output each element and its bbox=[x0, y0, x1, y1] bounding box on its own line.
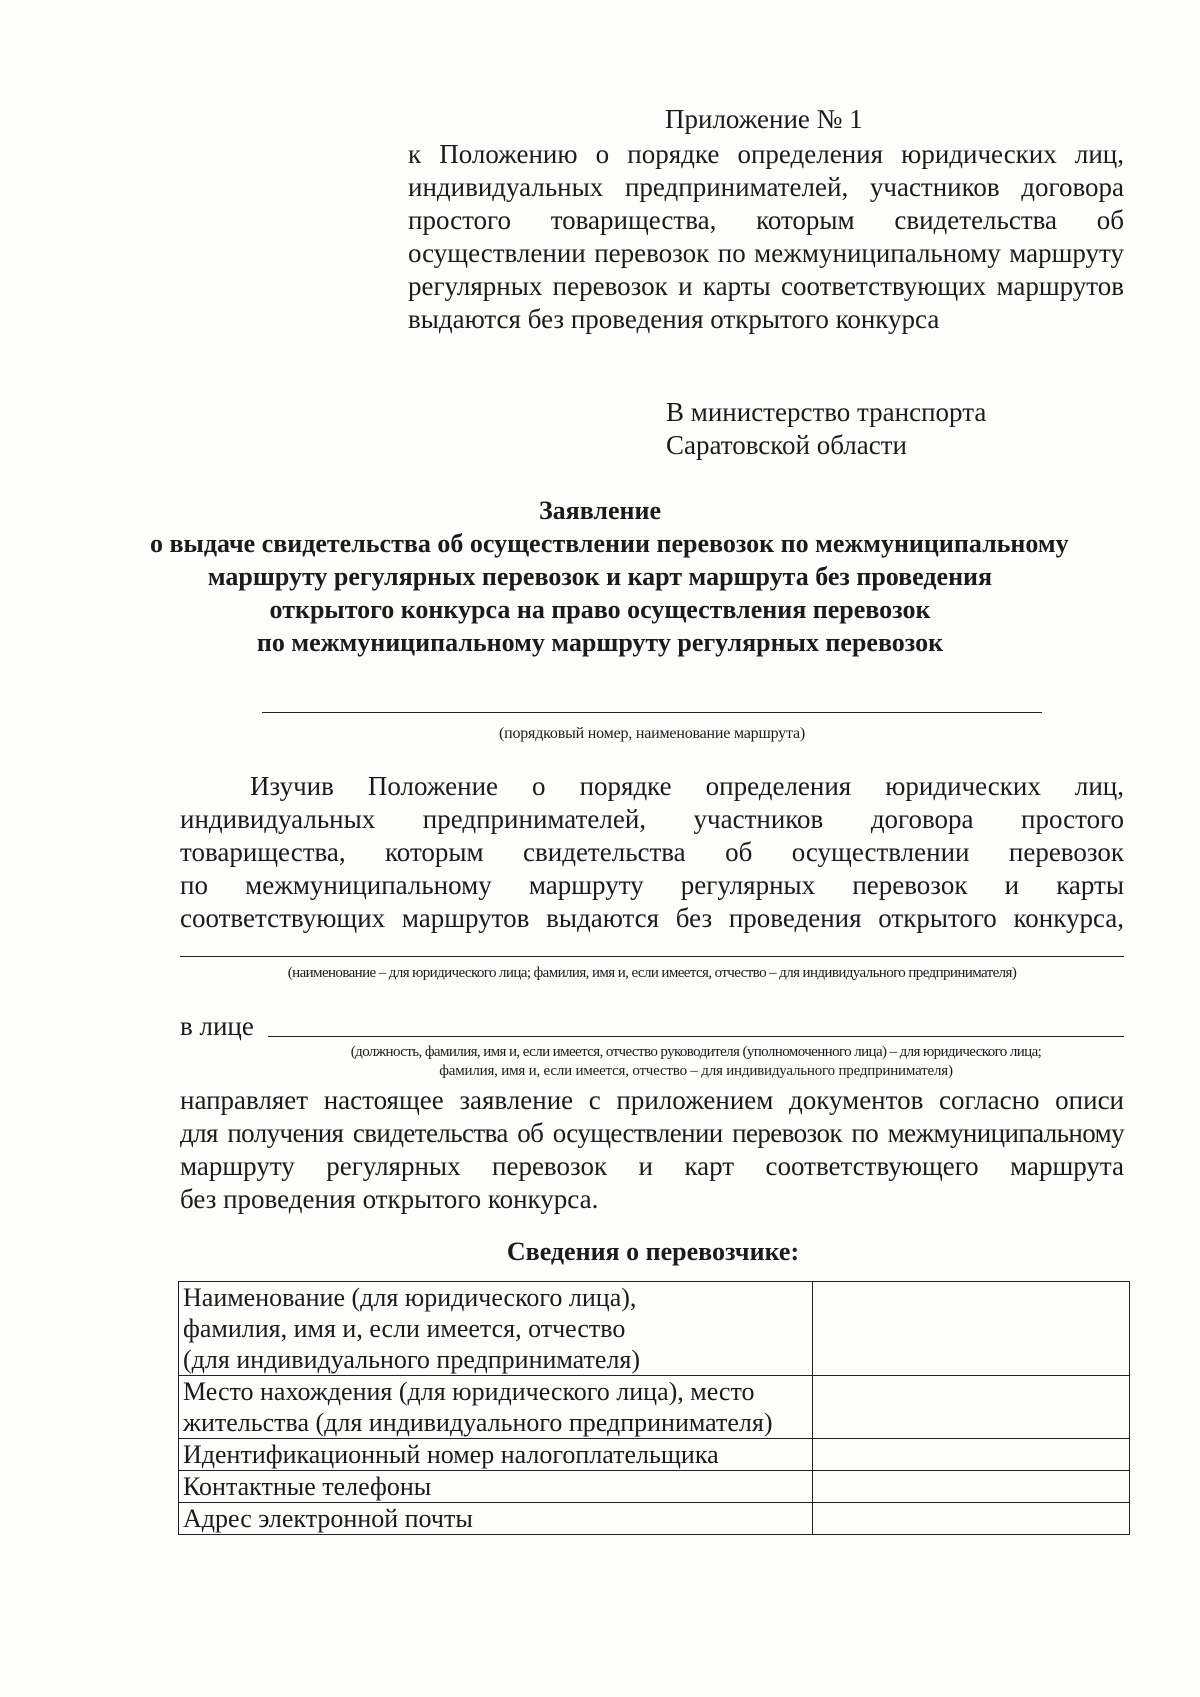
paragraph-line: Изучив Положение о порядке определения юридических лиц, bbox=[250, 771, 1124, 801]
table-cell-label bbox=[179, 1503, 813, 1535]
title-line: открытого конкурса на право осуществления перевозок bbox=[269, 595, 931, 624]
table-cell-value[interactable] bbox=[813, 1503, 1130, 1535]
table-row bbox=[179, 1503, 1130, 1535]
route-input-line[interactable] bbox=[262, 712, 1042, 713]
title-heading: Заявление bbox=[538, 496, 662, 525]
intro-paragraph bbox=[180, 770, 1124, 935]
cell-text: Место нахождения (для юридического лица), место bbox=[183, 1377, 755, 1406]
paragraph-line: для получения свидетельства об осуществлении перевозок по межмуниципальному bbox=[180, 1118, 1124, 1148]
applicant-name-input-line[interactable] bbox=[180, 956, 1124, 957]
table-cell-label bbox=[179, 1282, 813, 1376]
cell-text: жительства (для индивидуального предпринимателя) bbox=[183, 1408, 773, 1437]
representative-input-line[interactable] bbox=[268, 1036, 1124, 1037]
title-line: по межмуниципальному маршруту регулярных перевозок bbox=[256, 628, 944, 657]
cell-text: (для индивидуального предпринимателя) bbox=[183, 1345, 641, 1374]
title-line: маршруту регулярных перевозок и карт маршрута без проведения bbox=[207, 562, 993, 591]
paragraph-line: без проведения открытого конкурса. bbox=[180, 1184, 599, 1214]
appendix-reference: к Положению о порядке определения юридических лиц, индивидуальных предпринимателей, участников договора простого товарищества, которым свидетельства об осуществлении перевозок по межмуниципальному маршруту регулярных перевозок и карты соответствующих маршрутов выдаются без проведения открытого конкурса bbox=[408, 139, 1124, 334]
table-row bbox=[179, 1282, 1130, 1376]
carrier-info-table bbox=[178, 1281, 1130, 1535]
request-paragraph bbox=[180, 1084, 1124, 1216]
table-cell-label bbox=[179, 1439, 813, 1471]
table-cell-value[interactable] bbox=[813, 1439, 1130, 1471]
paragraph-line: по межмуниципальному маршруту регулярных перевозок и карты bbox=[180, 870, 1124, 900]
cell-text: Идентификационный номер налогоплательщика bbox=[183, 1440, 719, 1469]
paragraph-line: маршруту регулярных перевозок и карт соответствующего маршрута bbox=[180, 1151, 1124, 1181]
cell-text: Наименование (для юридического лица), bbox=[183, 1283, 637, 1312]
representative-label: в лице bbox=[180, 1011, 254, 1041]
carrier-section-title: Сведения о перевозчике: bbox=[506, 1237, 800, 1266]
recipient-line: В министерство транспорта bbox=[666, 397, 987, 427]
table-row bbox=[179, 1376, 1130, 1439]
table-row bbox=[179, 1439, 1130, 1471]
cell-text: Контактные телефоны bbox=[183, 1472, 432, 1501]
title-line: о выдаче свидетельства об осуществлении перевозок по межмуниципальному bbox=[150, 529, 1069, 558]
representative-caption: фамилия, имя и, если имеется, отчество – для индивидуального предпринимателя) bbox=[439, 1063, 953, 1079]
cell-text: Адрес электронной почты bbox=[183, 1504, 473, 1533]
route-field-caption: (порядковый номер, наименование маршрута) bbox=[498, 725, 806, 742]
paragraph-line: индивидуальных предпринимателей, участников договора простого bbox=[180, 804, 1124, 834]
document-title bbox=[150, 494, 1069, 659]
paragraph-line: направляет настоящее заявление с приложением документов согласно описи bbox=[180, 1085, 1124, 1115]
table-row bbox=[179, 1471, 1130, 1503]
paragraph-line: соответствующих маршрутов выдаются без проведения открытого конкурса, bbox=[180, 903, 1124, 933]
paragraph-line: товарищества, которым свидетельства об осуществлении перевозок bbox=[180, 837, 1124, 867]
applicant-name-caption: (наименование – для юридического лица; фамилия, имя и, если имеется, отчество – для индивидуального предпринимателя) bbox=[287, 965, 1017, 981]
table-cell-label bbox=[179, 1471, 813, 1503]
table-cell-value[interactable] bbox=[813, 1376, 1130, 1439]
table-cell-value[interactable] bbox=[813, 1282, 1130, 1376]
table-cell-label bbox=[179, 1376, 813, 1439]
representative-caption: (должность, фамилия, имя и, если имеется, отчество руководителя (уполномоченного лица) – для юридического лица; bbox=[350, 1044, 1042, 1060]
recipient-line: Саратовской области bbox=[666, 430, 907, 460]
recipient-block bbox=[666, 396, 986, 462]
appendix-title: Приложение № 1 bbox=[665, 104, 863, 134]
cell-text: фамилия, имя и, если имеется, отчество bbox=[183, 1314, 626, 1343]
table-cell-value[interactable] bbox=[813, 1471, 1130, 1503]
